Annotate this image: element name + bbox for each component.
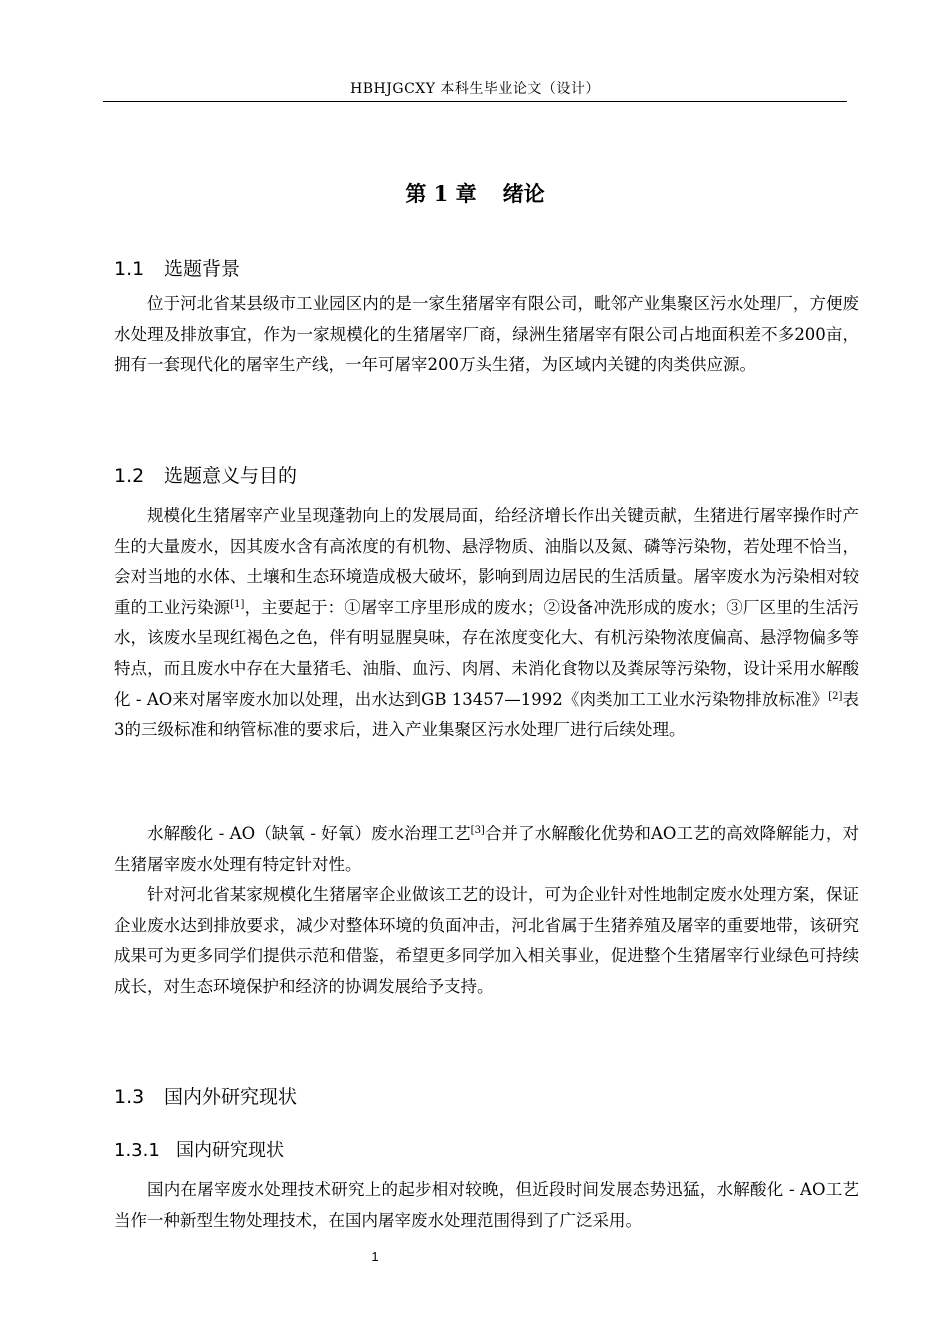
- section-title: 国内外研究现状: [164, 1086, 298, 1108]
- section-number: 1.1: [114, 258, 145, 280]
- paragraph-domestic-research: 国内在屠宰废水处理技术研究上的起步相对较晚，但近段时间发展态势迅猛，水解酸化 - AO工艺当作一种新型生物处理技术，在国内屠宰废水处理范围得到了广泛采用。: [114, 1180, 859, 1230]
- section-number: 1.2: [114, 465, 145, 487]
- paragraph-background: 位于河北省某县级市工业园区内的是一家生猪屠宰有限公司，毗邻产业集聚区污水处理厂，方便废水处理及排放事宜，作为一家规模化的生猪屠宰厂商，绿洲生猪屠宰有限公司占地面积差不多200亩，拥有一套现代化的屠宰生产线，一年可屠宰200万头生猪，为区域内关键的肉类供应源。: [114, 294, 859, 375]
- section-title: 选题意义与目的: [164, 465, 298, 487]
- chapter-title: [0, 178, 950, 208]
- page-number: 1: [371, 1249, 379, 1264]
- chapter-number: 第 1 章: [405, 181, 477, 206]
- citation-ref-2: [2]: [828, 690, 843, 702]
- subsection-title: 国内研究现状: [176, 1140, 284, 1161]
- text-run: 规模化生猪屠宰产业呈现蓬勃向上的发展局面，给经济增长作出关键贡献，生猪进行屠宰操作时产生的大量废水，因其废水含有高浓度的有机物、悬浮物质、油脂以及氮、磷等污染物，若处理不恰当，会对当地的水体、土壤和生态环境造成极大破坏，影响到周边居民的生活质量。屠宰废水为污染相对较重的工业污染源: [114, 506, 859, 617]
- citation-ref-1: [1]: [230, 598, 245, 610]
- chapter-name: 绪论: [502, 181, 545, 206]
- paragraph-process: [114, 819, 859, 880]
- text-run: ，主要起于：①屠宰工序里形成的废水；②设备冲洗形成的废水；③厂区里的生活污水，该废水呈现红褐色之色，伴有明显腥臭味，存在浓度变化大、有机污染物浓度偏高、悬浮物偏多等特点，而且废水中存在大量猪毛、油脂、血污、肉屑、未消化食物以及粪尿等污染物，设计采用水解酸化 - AO来对屠宰废水加以处理，出水达到GB 13457—1992《肉类加工工业水污染物排放标准》: [114, 597, 860, 709]
- subsection-heading-1-3-1: [114, 1136, 284, 1162]
- text-run: 表3的三级标准和纳管标准的要求后，进入产业集聚区污水处理厂进行后续处理。: [114, 689, 859, 740]
- section-title: 选题背景: [164, 258, 241, 280]
- header-rule: [103, 101, 847, 102]
- paragraph-purpose: 针对河北省某家规模化生猪屠宰企业做该工艺的设计，可为企业针对性地制定废水处理方案，保证企业废水达到排放要求，减少对整体环境的负面冲击，河北省属于生猪养殖及屠宰的重要地带，该研究成果可为更多同学们提供示范和借鉴，希望更多同学加入相关事业，促进整个生猪屠宰行业绿色可持续成长，对生态环境保护和经济的协调发展给予支持。: [114, 885, 859, 996]
- text-run: 水解酸化 - AO（缺氧 - 好氧）废水治理工艺: [147, 824, 471, 843]
- section-heading-1-2: [114, 461, 297, 488]
- text-run: 合并了水解酸化优势和AO工艺的高效降解能力，对生猪屠宰废水处理有特定针对性。: [114, 824, 859, 874]
- running-header: HBHJGCXY 本科生毕业论文（设计）: [350, 81, 600, 97]
- subsection-number: 1.3.1: [114, 1140, 160, 1161]
- citation-ref-3: [3]: [470, 825, 485, 836]
- paragraph-significance: [114, 501, 859, 746]
- section-heading-1-3: [114, 1082, 297, 1109]
- section-number: 1.3: [114, 1086, 145, 1108]
- section-heading-1-1: [114, 254, 240, 281]
